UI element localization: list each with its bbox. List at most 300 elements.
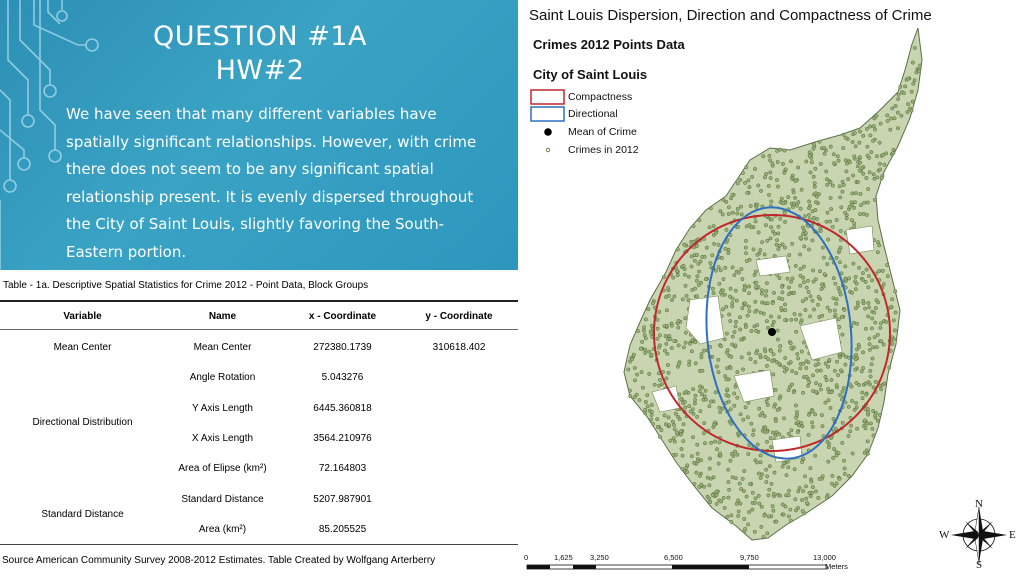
crime-point: [835, 298, 838, 301]
crime-point: [717, 358, 720, 361]
crime-point: [759, 248, 762, 251]
crime-point: [698, 389, 701, 392]
crime-point: [858, 212, 861, 215]
crime-point: [681, 298, 684, 301]
crime-point: [828, 309, 831, 312]
crime-point: [865, 393, 868, 396]
crime-point: [757, 184, 760, 187]
crime-point: [878, 141, 881, 144]
crime-point: [813, 185, 816, 188]
crime-point: [798, 486, 801, 489]
crime-point: [683, 243, 686, 246]
crime-point: [760, 289, 763, 292]
crime-point: [918, 64, 921, 67]
crime-point: [741, 368, 744, 371]
crime-point: [875, 345, 878, 348]
crime-point: [709, 400, 712, 403]
crime-point: [880, 388, 883, 391]
crime-point: [769, 315, 772, 318]
crime-point: [693, 402, 696, 405]
crime-point: [812, 175, 815, 178]
crime-point: [644, 351, 647, 354]
crime-point: [703, 421, 706, 424]
crime-point: [713, 423, 716, 426]
crime-point: [811, 389, 814, 392]
crime-point: [870, 327, 873, 330]
crime-point: [787, 494, 790, 497]
crime-point: [792, 191, 795, 194]
crime-point: [727, 251, 730, 254]
crime-point: [764, 468, 767, 471]
crime-point: [826, 365, 829, 368]
crime-point: [808, 200, 811, 203]
crime-point: [677, 319, 680, 322]
crime-point: [753, 273, 756, 276]
crime-point: [755, 351, 758, 354]
crime-point: [754, 300, 757, 303]
crime-point: [827, 460, 830, 463]
crime-point: [862, 212, 865, 215]
crime-point: [878, 162, 881, 165]
crime-point: [811, 410, 814, 413]
crime-point: [662, 275, 665, 278]
crime-point: [805, 160, 808, 163]
crime-point: [657, 384, 660, 387]
crime-point: [825, 496, 828, 499]
crime-point: [803, 475, 806, 478]
crime-point: [768, 159, 771, 162]
crime-point: [876, 240, 879, 243]
crime-point: [850, 201, 853, 204]
crime-point: [833, 369, 836, 372]
crime-point: [799, 321, 802, 324]
crime-point: [746, 314, 749, 317]
crime-point: [794, 264, 797, 267]
crime-point: [832, 162, 835, 165]
crime-point: [878, 413, 881, 416]
crime-point: [765, 172, 768, 175]
crime-point: [769, 176, 772, 179]
crime-point: [883, 382, 886, 385]
crime-point: [866, 315, 869, 318]
crime-point: [817, 295, 820, 298]
crime-point: [750, 422, 753, 425]
crime-point: [873, 177, 876, 180]
crime-point: [907, 77, 910, 80]
crime-point: [780, 197, 783, 200]
crime-point: [692, 412, 695, 415]
crime-point: [650, 403, 653, 406]
crime-point: [636, 329, 639, 332]
crime-point: [761, 411, 764, 414]
mean-of-crime-point: [768, 328, 776, 336]
crime-point: [807, 213, 810, 216]
crime-point: [807, 433, 810, 436]
crime-point: [676, 248, 679, 251]
crime-point: [818, 270, 821, 273]
crime-point: [805, 375, 808, 378]
crime-point: [814, 278, 817, 281]
crime-point: [782, 461, 785, 464]
crime-point: [813, 182, 816, 185]
crime-point: [766, 302, 769, 305]
crime-point: [759, 476, 762, 479]
crime-point: [670, 346, 673, 349]
crime-point: [854, 288, 857, 291]
crime-point: [685, 390, 688, 393]
crime-point: [696, 443, 699, 446]
crime-point: [671, 420, 674, 423]
crime-point: [694, 362, 697, 365]
crime-point: [726, 515, 729, 518]
crime-point: [798, 313, 801, 316]
crime-point: [875, 155, 878, 158]
crime-point: [765, 282, 768, 285]
crime-point: [734, 325, 737, 328]
crime-point: [778, 276, 781, 279]
crime-point: [759, 189, 762, 192]
crime-point: [864, 280, 867, 283]
crime-point: [748, 185, 751, 188]
crime-point: [705, 246, 708, 249]
crime-point: [876, 419, 879, 422]
crime-point: [836, 155, 839, 158]
crime-point: [859, 192, 862, 195]
crime-point: [770, 200, 773, 203]
crime-point: [857, 266, 860, 269]
crime-point: [665, 342, 668, 345]
crime-point: [709, 261, 712, 264]
crime-point: [693, 482, 696, 485]
crime-point: [869, 134, 872, 137]
crime-point: [727, 488, 730, 491]
crime-point: [639, 347, 642, 350]
crime-point: [912, 82, 915, 85]
body-paragraph: We have seen that many different variables have spatially significant relationships. However, with crime there does not seem to be any significant spatial relationship present. It is evenly dispersed throughout the City of Saint Louis, slightly favoring the South-Eastern portion.: [66, 105, 477, 261]
crime-point: [737, 271, 740, 274]
crime-point: [677, 344, 680, 347]
title-line-2: HW#2: [215, 55, 305, 86]
crime-point: [861, 366, 864, 369]
crime-point: [892, 338, 895, 341]
crime-point: [867, 187, 870, 190]
crime-point: [835, 384, 838, 387]
crime-point: [783, 246, 786, 249]
crime-point: [727, 206, 730, 209]
crime-point: [852, 356, 855, 359]
scale-tick-label: 9,750: [740, 553, 759, 562]
crime-point: [811, 239, 814, 242]
crime-point: [829, 145, 832, 148]
crime-point: [688, 360, 691, 363]
crime-point: [812, 216, 815, 219]
crime-point: [888, 366, 891, 369]
crime-point: [733, 273, 736, 276]
crime-point: [715, 490, 718, 493]
crime-point: [693, 259, 696, 262]
crime-point: [633, 395, 636, 398]
table-caption: Table - 1a. Descriptive Spatial Statistics for Crime 2012 - Point Data, Block Groups: [3, 280, 369, 291]
crime-point: [653, 383, 656, 386]
crime-point: [835, 302, 838, 305]
crime-point: [790, 176, 793, 179]
crime-point: [831, 225, 834, 228]
crime-point: [793, 312, 796, 315]
crime-point: [740, 267, 743, 270]
crime-point: [640, 370, 643, 373]
crime-point: [797, 200, 800, 203]
crime-point: [703, 395, 706, 398]
crime-point: [850, 291, 853, 294]
crime-point: [855, 322, 858, 325]
crime-point: [844, 355, 847, 358]
crime-point: [843, 308, 846, 311]
crime-point: [911, 100, 914, 103]
crime-point: [875, 290, 878, 293]
crime-point: [794, 416, 797, 419]
crime-point: [889, 117, 892, 120]
crime-point: [871, 357, 874, 360]
crime-point: [691, 436, 694, 439]
crime-point: [731, 297, 734, 300]
crime-point: [900, 114, 903, 117]
crime-point: [851, 452, 854, 455]
crime-point: [697, 262, 700, 265]
crime-point: [787, 515, 790, 518]
crime-point: [738, 316, 741, 319]
crime-point: [805, 497, 808, 500]
crime-point: [816, 303, 819, 306]
crime-point: [757, 494, 760, 497]
crime-point: [734, 477, 737, 480]
crime-point: [667, 294, 670, 297]
crime-point: [740, 356, 743, 359]
crime-point: [869, 375, 872, 378]
crime-point: [862, 134, 865, 137]
crime-point: [837, 452, 840, 455]
crime-point: [847, 474, 850, 477]
crime-point: [913, 46, 916, 49]
crime-point: [791, 242, 794, 245]
crime-point: [737, 225, 740, 228]
crime-point: [820, 283, 823, 286]
crime-point: [798, 253, 801, 256]
crime-point: [736, 370, 739, 373]
crime-point: [721, 289, 724, 292]
crime-point: [717, 243, 720, 246]
group-standard-distance: Standard Distance: [41, 509, 124, 520]
crime-point: [728, 313, 731, 316]
crime-point: [721, 407, 724, 410]
crime-point: [743, 181, 746, 184]
crime-point: [866, 411, 869, 414]
crime-point: [698, 474, 701, 477]
crime-point: [834, 313, 837, 316]
crime-point: [841, 390, 844, 393]
crime-point: [911, 61, 914, 64]
crime-point: [756, 203, 759, 206]
crime-point: [865, 127, 868, 130]
compass-west: W: [939, 529, 950, 541]
crime-point: [856, 301, 859, 304]
crime-point: [814, 201, 817, 204]
crime-point: [644, 348, 647, 351]
crime-point: [823, 273, 826, 276]
crime-point: [847, 405, 850, 408]
crime-point: [754, 360, 757, 363]
crime-point: [814, 192, 817, 195]
crime-point: [667, 371, 670, 374]
crime-point: [769, 237, 772, 240]
crime-point: [819, 162, 822, 165]
crime-point: [818, 140, 821, 143]
crime-point: [868, 337, 871, 340]
crime-point: [734, 344, 737, 347]
crime-point: [869, 369, 872, 372]
crime-point: [763, 514, 766, 517]
crime-point: [772, 373, 775, 376]
crime-point: [775, 239, 778, 242]
crime-point: [720, 500, 723, 503]
crime-point: [789, 342, 792, 345]
crime-point: [855, 381, 858, 384]
crime-point: [765, 364, 768, 367]
crime-point: [733, 404, 736, 407]
crime-point: [782, 513, 785, 516]
crime-point: [820, 413, 823, 416]
crime-point: [879, 326, 882, 329]
crime-point: [866, 154, 869, 157]
crime-point: [889, 128, 892, 131]
crime-point: [764, 426, 767, 429]
crime-point: [808, 315, 811, 318]
crime-point: [866, 440, 869, 443]
crime-point: [672, 423, 675, 426]
crime-point: [665, 309, 668, 312]
crime-point: [703, 442, 706, 445]
table-header-rule: [0, 329, 518, 330]
crime-point: [771, 359, 774, 362]
crime-point: [684, 341, 687, 344]
crime-point: [736, 396, 739, 399]
crime-point: [867, 286, 870, 289]
crime-point: [690, 350, 693, 353]
crime-point: [787, 195, 790, 198]
crime-point: [778, 244, 781, 247]
crime-point: [760, 473, 763, 476]
crime-point: [685, 470, 688, 473]
crime-point: [739, 502, 742, 505]
crime-point: [747, 452, 750, 455]
crime-point: [852, 262, 855, 265]
crime-point: [896, 127, 899, 130]
crime-point: [656, 327, 659, 330]
crime-point: [718, 406, 721, 409]
crime-point: [725, 228, 728, 231]
crime-point: [837, 318, 840, 321]
crime-point: [832, 417, 835, 420]
crime-point: [839, 369, 842, 372]
crime-point: [841, 180, 844, 183]
crime-point: [873, 198, 876, 201]
crime-point: [801, 509, 804, 512]
crime-point: [759, 311, 762, 314]
crime-point: [804, 237, 807, 240]
crime-point: [880, 177, 883, 180]
crime-point: [819, 369, 822, 372]
crime-point: [746, 191, 749, 194]
crime-point: [841, 190, 844, 193]
crime-point: [755, 329, 758, 332]
crime-point: [799, 207, 802, 210]
crime-point: [861, 397, 864, 400]
crime-point: [787, 389, 790, 392]
crime-point: [814, 490, 817, 493]
crime-point: [729, 366, 732, 369]
crime-point: [763, 415, 766, 418]
crime-point: [743, 517, 746, 520]
crime-point: [741, 306, 744, 309]
crime-point: [745, 259, 748, 262]
crime-point: [699, 459, 702, 462]
crime-point: [773, 405, 776, 408]
crime-point: [838, 185, 841, 188]
crime-point: [831, 184, 834, 187]
crime-point: [721, 308, 724, 311]
crime-point: [803, 245, 806, 248]
crime-point: [796, 352, 799, 355]
crime-point: [829, 406, 832, 409]
crime-point: [795, 204, 798, 207]
crime-point: [783, 211, 786, 214]
crime-point: [672, 276, 675, 279]
crime-point: [760, 292, 763, 295]
crime-point: [648, 350, 651, 353]
crime-point: [800, 350, 803, 353]
crime-point: [855, 427, 858, 430]
crime-point: [805, 286, 808, 289]
crime-point: [741, 277, 744, 280]
compass-east: E: [1009, 529, 1016, 541]
crime-point: [715, 365, 718, 368]
crime-point: [731, 301, 734, 304]
crime-point: [809, 494, 812, 497]
crime-point: [699, 409, 702, 412]
crime-point: [708, 404, 711, 407]
crime-point: [744, 325, 747, 328]
crime-point: [756, 253, 759, 256]
crime-point: [725, 378, 728, 381]
crime-point: [779, 344, 782, 347]
crime-point: [753, 530, 756, 533]
crime-point: [649, 418, 652, 421]
crime-point: [736, 182, 739, 185]
crime-point: [673, 339, 676, 342]
crime-point: [721, 213, 724, 216]
crime-point: [766, 326, 769, 329]
crime-point: [651, 302, 654, 305]
crime-point: [675, 431, 678, 434]
crime-point: [794, 179, 797, 182]
crime-point: [815, 369, 818, 372]
crime-point: [657, 346, 660, 349]
crime-point: [741, 171, 744, 174]
crime-point: [753, 310, 756, 313]
crime-point: [795, 410, 798, 413]
crime-point: [700, 483, 703, 486]
crime-point: [670, 298, 673, 301]
crime-point: [763, 430, 766, 433]
